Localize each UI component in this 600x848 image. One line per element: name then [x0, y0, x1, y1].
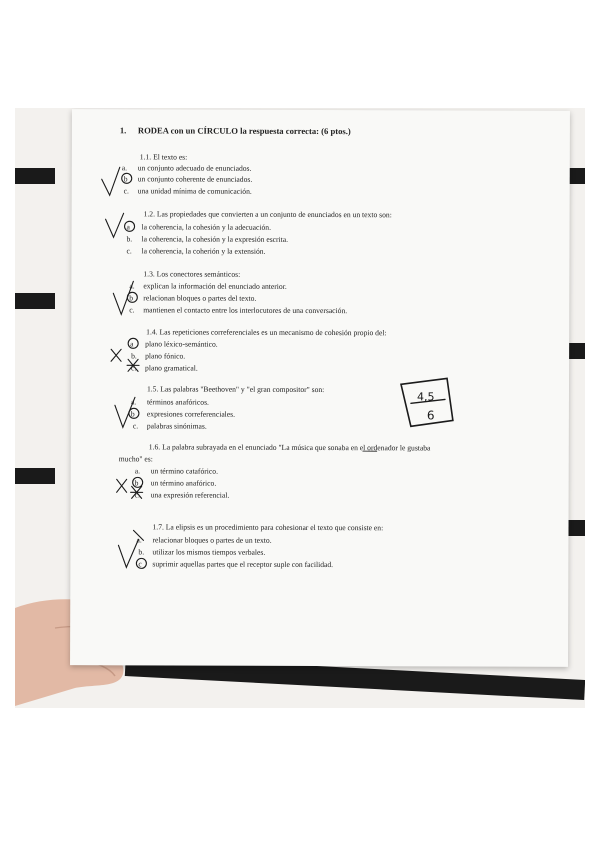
question-stem: 1.1. El texto es: [139, 152, 188, 162]
option-letter: c. [129, 305, 135, 315]
check-mark [102, 167, 120, 195]
option-letter: b. [138, 547, 145, 557]
heading-text: RODEA con un CÍRCULO la respuesta correcta: (6 ptos.) [137, 125, 351, 137]
option-text: una unidad mínima de comunicación. [137, 186, 252, 196]
option-text: explican la información del enunciado anterior. [143, 281, 287, 291]
option-text: la coherencia, la cohesión y la adecuación. [141, 222, 272, 232]
cross-mark [117, 479, 127, 492]
photo [15, 108, 585, 708]
option-letter: a [130, 339, 134, 349]
option-text: la coherencia, la cohesión y la expresión escrita. [141, 234, 289, 244]
question-stem-continuation: mucho" es: [118, 454, 153, 464]
option-letter: a. [134, 466, 141, 476]
option-letter: b [130, 409, 135, 419]
answer-circle [133, 477, 143, 487]
answer-circle [125, 221, 135, 231]
option-letter: c [138, 559, 142, 569]
scribble-mark [127, 359, 139, 371]
question-stem: 1.5. Las palabras "Beethoven" y "el gran compositor" son: [146, 384, 325, 395]
exam-sheet [70, 109, 570, 667]
heading-number: 1. [119, 125, 127, 136]
check-mark [106, 213, 124, 237]
answer-circle [128, 338, 138, 348]
option-text: términos anafóricos. [146, 397, 209, 407]
score-denominator: 6 [426, 408, 435, 423]
option-text: un conjunto adecuado de enunciados. [137, 163, 252, 173]
option-letter: b [134, 478, 139, 488]
option-text: mantienen el contacto entre los interlocutores de una conversación. [143, 305, 348, 316]
check-mark [113, 281, 133, 314]
question-stem: 1.4. Las repeticiones correferenciales es un mecanismo de cohesión propio del: [146, 327, 387, 338]
option-letter: b [123, 174, 128, 184]
option-letter: a. [130, 397, 137, 407]
check-mark [118, 539, 138, 567]
option-letter: c. [132, 421, 139, 431]
option-text: expresiones correferenciales. [146, 409, 236, 419]
cross-mark [111, 349, 121, 361]
question-stem: 1.2. Las propiedades que convierten a un conjunto de enunciados en un texto son: [143, 209, 392, 220]
fabric-stripe [15, 468, 55, 484]
option-letter: a [126, 222, 130, 232]
option-text: suprimir aquellas partes que el receptor suple con facilidad. [152, 559, 334, 570]
question-stem-part: 1.6. La palabra subrayada en el enunciado "La música que sonaba en el ordenador le gustaba [148, 442, 431, 453]
fabric-stripe [15, 293, 55, 309]
score-numerator: 4,5 [416, 390, 435, 404]
answer-circle [136, 558, 146, 568]
option-letter: a. [129, 281, 135, 291]
option-text: un término anafórico. [150, 478, 217, 488]
option-letter: a. [121, 163, 128, 173]
question-stem: 1.3. Los conectores semánticos: [143, 269, 241, 279]
scribble-mark [131, 486, 143, 498]
handwritten-marks [70, 109, 570, 667]
answer-circle [122, 173, 132, 183]
option-letter: c. [123, 186, 129, 196]
option-text: plano léxico-semántico. [145, 339, 218, 349]
option-text: una expresión referencial. [150, 490, 230, 500]
option-letter: c. [134, 490, 140, 500]
option-text: la coherencia, la coherión y la extensión. [141, 246, 266, 256]
option-text: relacionan bloques o partes del texto. [143, 293, 257, 303]
question-stem: 1.7. La elipsis es un procedimiento para cohesionar el texto que consiste en: [152, 522, 384, 533]
option-text: un término catafórico. [150, 466, 218, 476]
fabric-stripe [15, 168, 55, 184]
option-letter: a. [136, 535, 142, 545]
option-text: palabras sinónimas. [146, 421, 207, 431]
option-letter: b [129, 293, 134, 303]
option-letter: c. [131, 363, 137, 373]
option-letter: c. [126, 246, 132, 256]
option-letter: b. [131, 351, 137, 361]
check-mark [115, 397, 135, 427]
option-text: plano gramatical. [145, 363, 198, 373]
option-letter: b. [126, 234, 133, 244]
option-text: relacionar bloques o partes de un texto. [152, 535, 272, 545]
option-text: utilizar los mismos tiempos verbales. [152, 547, 266, 557]
option-text: plano fónico. [145, 351, 186, 361]
option-text: un conjunto coherente de enunciados. [137, 174, 253, 184]
